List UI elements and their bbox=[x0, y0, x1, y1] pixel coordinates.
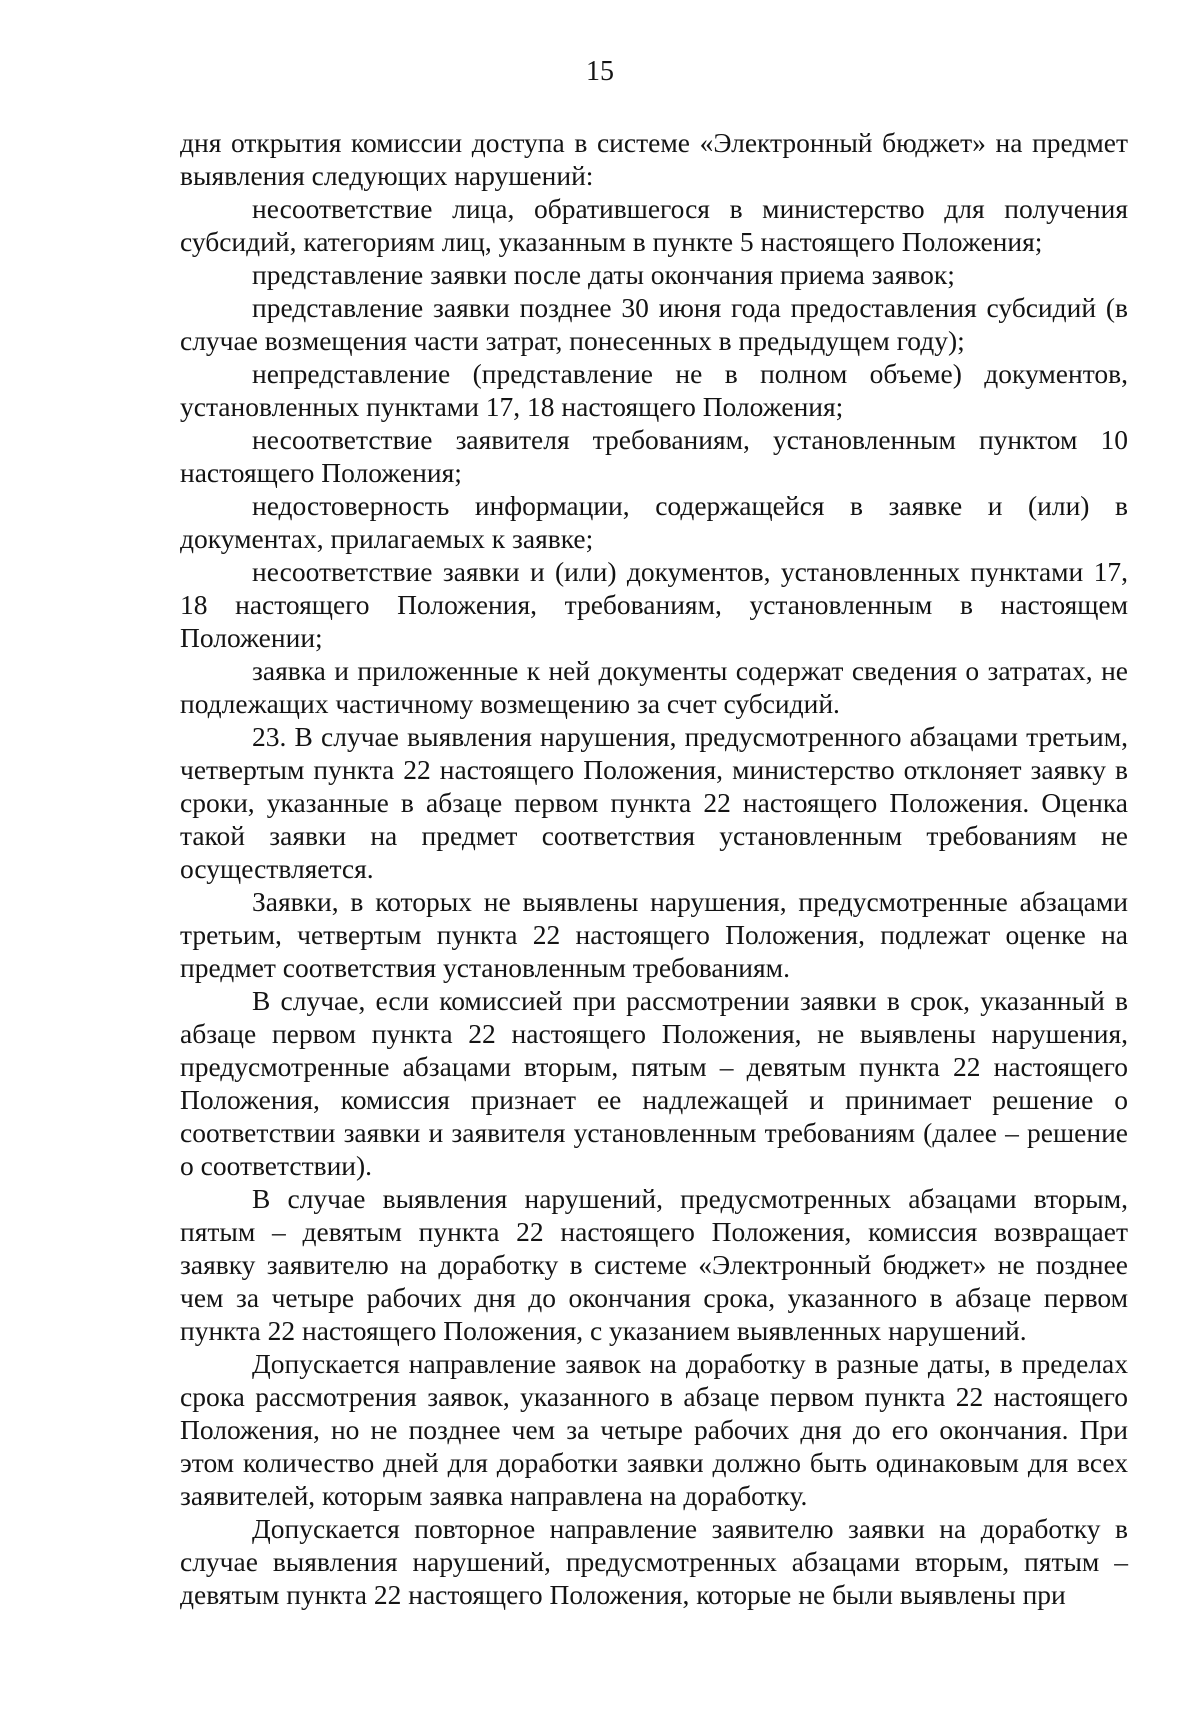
paragraph: Заявки, в которых не выявлены нарушения, предусмотренные абзацами третьим, четвертым пункта 22 настоящего Положения, подлежат оценке на предмет соответствия установленным требованиям. bbox=[180, 886, 1128, 983]
paragraph: представление заявки позднее 30 июня года предоставления субсидий (в случае возмещения части затрат, понесенных в предыдущем году); bbox=[180, 292, 1128, 356]
paragraph: несоответствие заявки и (или) документов, установленных пунктами 17, 18 настоящего Положения, требованиям, установленным в настоящем Положении; bbox=[180, 556, 1128, 653]
paragraph: представление заявки после даты окончания приема заявок; bbox=[252, 259, 955, 290]
document-body bbox=[180, 126, 1128, 1611]
paragraph: несоответствие заявителя требованиям, установленным пунктом 10 настоящего Положения; bbox=[180, 424, 1128, 488]
paragraph: дня открытия комиссии доступа в системе «Электронный бюджет» на предмет выявления следующих нарушений: bbox=[180, 127, 1128, 191]
paragraph: недостоверность информации, содержащейся в заявке и (или) в документах, прилагаемых к заявке; bbox=[180, 490, 1128, 554]
paragraph: 23. В случае выявления нарушения, предусмотренного абзацами третьим, четвертым пункта 22 настоящего Положения, министерство отклоняет заявку в сроки, указанные в абзаце первом пункта 22 настоящего Положения. Оценка такой заявки на предмет соответствия установленным требованиям не осуществляется. bbox=[180, 721, 1128, 884]
paragraph: непредставление (представление не в полном объеме) документов, установленных пунктами 17, 18 настоящего Положения; bbox=[180, 358, 1128, 422]
paragraph: Допускается повторное направление заявителю заявки на доработку в случае выявления нарушений, предусмотренных абзацами вторым, пятым – девятым пункта 22 настоящего Положения, которые не были выявлены при bbox=[180, 1513, 1128, 1610]
page-number: 15 bbox=[586, 56, 614, 87]
paragraph: В случае, если комиссией при рассмотрении заявки в срок, указанный в абзаце первом пункта 22 настоящего Положения, не выявлены нарушения, предусмотренные абзацами вторым, пятым – девятым пункта 22 настоящего Положения, комиссия признает ее надлежащей и принимает решение о соответствии заявки и заявителя установленным требованиям (далее – решение о соответствии). bbox=[180, 985, 1128, 1181]
paragraph: несоответствие лица, обратившегося в министерство для получения субсидий, категориям лиц, указанным в пункте 5 настоящего Положения; bbox=[180, 193, 1128, 257]
paragraph: Допускается направление заявок на доработку в разные даты, в пределах срока рассмотрения заявок, указанного в абзаце первом пункта 22 настоящего Положения, но не позднее чем за четыре рабочих дня до его окончания. При этом количество дней для доработки заявки должно быть одинаковым для всех заявителей, которым заявка направлена на доработку. bbox=[180, 1348, 1128, 1511]
paragraph: заявка и приложенные к ней документы содержат сведения о затратах, не подлежащих частичному возмещению за счет субсидий. bbox=[180, 655, 1128, 719]
paragraph: В случае выявления нарушений, предусмотренных абзацами вторым, пятым – девятым пункта 22 настоящего Положения, комиссия возвращает заявку заявителю на доработку в системе «Электронный бюджет» не позднее чем за четыре рабочих дня до окончания срока, указанного в абзаце первом пункта 22 настоящего Положения, с указанием выявленных нарушений. bbox=[180, 1183, 1128, 1346]
